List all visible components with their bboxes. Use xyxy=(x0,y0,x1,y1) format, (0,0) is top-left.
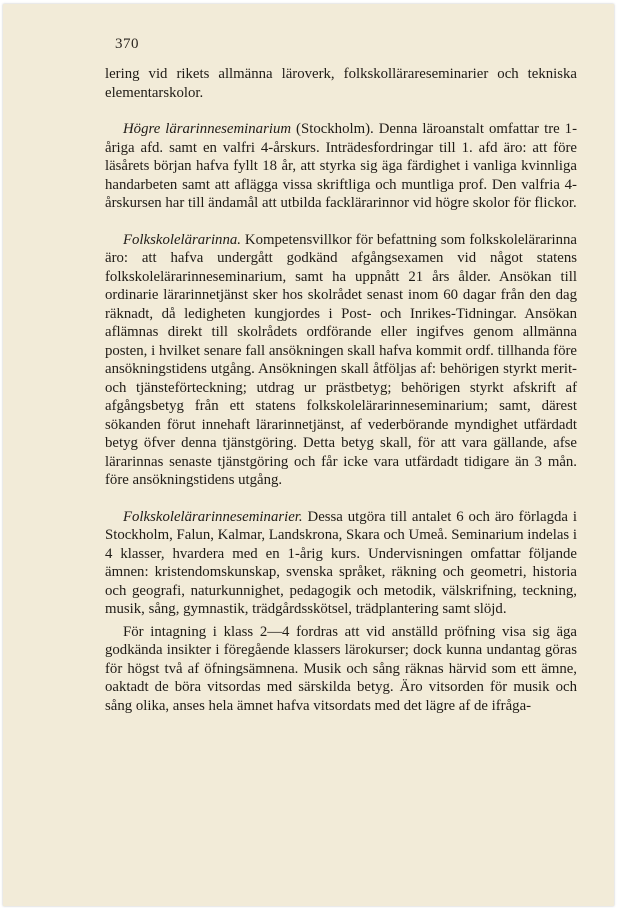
paragraph-folkskolelararinna xyxy=(105,231,577,490)
paragraph-text: (Stockholm). Denna läroanstalt omfattar tre 1-åriga afd. samt en valfri 4-årskurs. Inträdesfordringar till 1. afd äro: att före läsårets början hafva fyllt 18 år, att styrka sig äga färdighet i vanliga kvinnliga handarbeten samt att aflägga vissa skriftliga och muntliga prof. Den valfria 4-årskursen har till ändamål att utbilda facklärarinnor vid högre skolor för flickor. xyxy=(105,121,578,211)
paragraph-text: Dessa utgöra till antalet 6 och äro förlagda i Stockholm, Falun, Kalmar, Landskrona, Skara och Umeå. Seminarium indelas i 4 klasser, hvardera med en 1-årig kurs. Undervisningen omfattar följande ämnen: kristendomskunskap, svenska språket, räkning och geometri, historia och geografi, naturkunnighet, pedagogik och metodik, välskrifning, teckning, musik, sång, gymnastik, trädgårdsskötsel, trädplantering samt slöjd. xyxy=(105,508,577,617)
paragraph-intagning xyxy=(105,623,577,716)
book-page xyxy=(3,4,614,906)
page-number: 370 xyxy=(115,36,139,52)
paragraph-text: Kompetensvillkor för befattning som folkskolelärarinna äro: att hafva undergått godkänd afgångsexamen vid något statens folkskolelärarinneseminarium, samt ha uppnått 21 års ålder. Ansökan till ordinarie lärarinnetjänst sker hos skolrådet senast inom 60 dagar från den dag räknadt, då ledigheten kungjordes i Post- och Inrikes-Tidningar. Ansökan aflämnas direkt till skolrådets ordförande eller ingifves genom allmänna posten, i hvilket senare fall ansökningen skall hafva kommit ordf. tillhanda före ansökningstidens utgång. Ansökningen skall åtföljas af: behörigen styrkt merit- och tjänsteförteckning; utdrag ur prästbetyg; behörigen styrkt afskrift af afgångsbetyg från ett statens folkskolelärarinneseminarium; samt, därest sökanden förut innehaft lärarinnetjänst, af vederbörande myndighet utfärdadt betyg öfver denna tjänstgöring. Detta betyg skall, för att vara gällande, afse lärarinnas senaste tjänstgöring och får icke vara utfärdadt tidigare än 3 mån. före ansökningstidens utgång. xyxy=(105,231,577,488)
section-heading-folkskolelararinna: Folkskolelärarinna. xyxy=(123,231,241,248)
paragraph-text: lering vid rikets allmänna läroverk, folkskollärareseminarier och tekniska elementarskolor. xyxy=(105,66,577,101)
paragraph-continuation xyxy=(105,65,577,102)
section-heading-folkskolelararinneseminarier: Folkskolelärarinneseminarier. xyxy=(123,508,303,525)
paragraph-folkskolelararinneseminarier xyxy=(105,508,577,619)
section-heading-hogre-lararinneseminarium: Högre lärarinneseminarium xyxy=(123,121,292,137)
paragraph-text: För intagning i klass 2—4 fordras att vid anställd pröfning visa sig äga godkända insikter i föregående klassers lärokurser; dock kunna undantag göras för högst två af öfningsämnena. Musik och sång räknas härvid som ett ämne, oaktadt de böra vitsordas med särskilda betyg. Äro vitsorden för musik och sång olika, anses hela ämnet hafva vitsordats med det lägre af de ifråga- xyxy=(105,623,577,714)
paragraph-hogre-lararinneseminarium xyxy=(105,120,577,213)
page-body xyxy=(105,65,577,715)
